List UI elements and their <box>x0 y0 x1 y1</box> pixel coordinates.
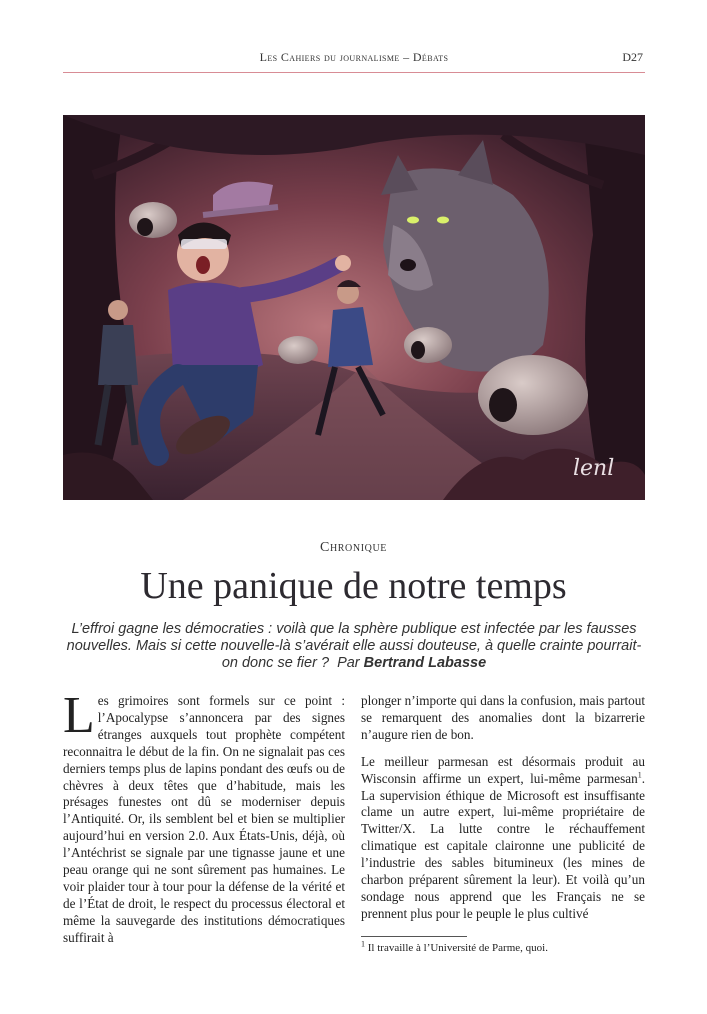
lede-text: L’effroi gagne les démocraties : voilà que la sphère publique est infectée par les fausses nouvelles. Mais si cette nouvelle-là s’avérait elle aussi douteuse, à quelle crainte pourrait-on donc se fier ? <box>66 621 642 671</box>
article-column-left <box>63 687 345 947</box>
footnote-number: 1 <box>361 939 365 949</box>
footnote <box>361 941 645 955</box>
illustration-artwork <box>63 115 645 500</box>
article-title: Une panique de notre temps <box>140 565 567 607</box>
author-name: Bertrand Labasse <box>363 655 487 671</box>
footnote-text: Il travaille à l’Université de Parme, quoi. <box>367 942 548 954</box>
page-number: D27 <box>622 50 643 64</box>
paragraph-text: es grimoires sont formels sur ce point : l’Apocalypse s’annoncera par des signes étranges auxquels tout prophète compétent reconnaitra le début de la fin. On ne signalait pas ces derniers temps plus de lapins pondant des œufs ou de chèvres à deux têtes que d’habitude, mais les présages funestes ont dû se moderniser depuis l’Antiquité. Or, ils semblent bel et bien se multiplier aujourd’hui en version 2.0. Aux États-Unis, déjà, où l’Antéchrist se signale par une tignasse jaune et une peau orange qui ne sont sûrement pas humaines. Le voir plaider tour à tour pour la défense de la vérité et de l’État de droit, le respect du processus électoral et même la sauvegarde des institutions démocratiques suffirait à <box>63 693 345 945</box>
article-column-right <box>361 693 645 923</box>
byline-prefix: Par <box>337 655 360 671</box>
journal-title: Les Cahiers du journalisme – Débats <box>259 50 449 64</box>
paragraph-text: Le meilleur parmesan est désormais produit au Wisconsin affirme un expert, lui-même parmesan <box>361 753 645 786</box>
article-lede <box>66 621 642 672</box>
footnote-reference[interactable]: 1 <box>637 770 642 780</box>
article-kicker: Chronique <box>320 540 387 555</box>
paragraph-text: . La supervision éthique de Microsoft est insuffisante clame un autre expert, lui-même propriétaire de Twitter/X. La lutte contre le réchauffement climatique est capitale claironne une publicité de l’industrie des sables bitumineux (les mines de charbon préparent sûrement la leur). Et voilà qu’un sondage nous apprend que les Français ne se prennent plus pour le peuple le plus cultivé <box>361 770 645 921</box>
footnote-divider <box>361 936 467 937</box>
paragraph <box>361 754 645 923</box>
drop-cap: L <box>63 687 95 744</box>
paragraph <box>63 687 345 947</box>
paragraph: plonger n’importe qui dans la confusion, mais partout se remarquent des anomalies dont la bizarrerie n’augure rien de bon. <box>361 693 645 742</box>
article-illustration <box>63 115 645 500</box>
running-header <box>63 50 645 73</box>
artist-signature: lenl <box>573 456 615 481</box>
